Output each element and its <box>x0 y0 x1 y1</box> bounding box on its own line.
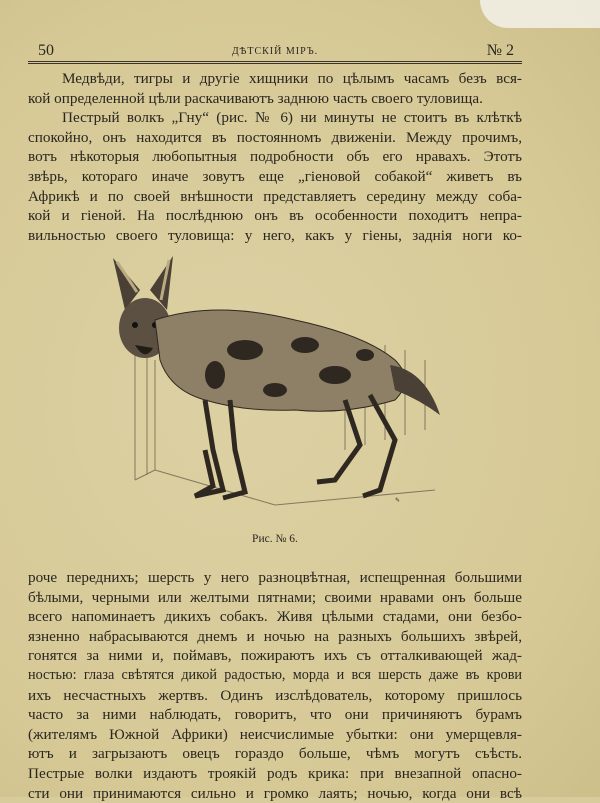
text-line: ихъ несчастныхъ жертвъ. Одинъ изслѣдователь, которому пришлось <box>28 686 522 704</box>
text-line: бѣлыми, черными или желтыми пятнами; своими нравами онъ больше <box>28 588 522 606</box>
text-line: спокойно, онъ находится въ постоянномъ движеніи. Между прочимъ, <box>28 128 522 146</box>
text-line: Медвѣди, тигры и другіе хищники по цѣлымъ часамъ безъ вся- <box>62 70 522 87</box>
text-line: вотъ нѣкоторыя любопытныя подробности объ его нравахъ. Этотъ <box>28 148 522 166</box>
text-line: Пестрые волки издаютъ троякій родъ крика: при внезапной опасно- <box>28 764 522 782</box>
text-line: гонятся за ними и, поймавъ, пожираютъ ихъ съ отталкивающей жад- <box>28 647 522 665</box>
text-line: звѣрь, котораго иначе зовутъ еще „гіеновой собакой“ живетъ въ <box>28 167 522 185</box>
torn-corner <box>480 0 600 28</box>
text-line: Пестрый волкъ „Гну“ (рис. № 6) ни минуты не стоитъ въ клѣткѣ <box>62 109 522 127</box>
running-header <box>28 42 522 62</box>
upper-paragraphs <box>28 69 522 245</box>
text-line: ностью: глаза свѣтятся дикой радостью, морда и вся шерсть даже въ крови <box>28 666 522 683</box>
text-line: кой и гіеной. На послѣднюю онъ въ особенности походитъ непра- <box>28 207 522 225</box>
journal-title: ДѢТСКІЙ МІРЪ. <box>231 46 319 57</box>
wild-dog-illustration <box>95 250 455 508</box>
lower-paragraphs <box>28 568 522 803</box>
header-rule <box>28 61 522 64</box>
text-line: вильностью своего туловища: у него, какъ у гіены, заднія ноги ко- <box>28 226 522 244</box>
text-line: всего напоминаетъ дикихъ собакъ. Живя цѣлыми стадами, они безбо- <box>28 608 522 626</box>
text-line: (жителямъ Южной Африки) неисчислимые убытки: они умерщевля- <box>28 725 522 743</box>
text-line: Африкѣ и по своей внѣшности представляетъ середину между соба- <box>28 187 522 205</box>
page-number: 50 <box>38 42 54 59</box>
issue-number: № 2 <box>486 42 514 59</box>
artist-signature: ✎ <box>395 498 401 504</box>
text-line: сти они принимаются сильно и громко лаять; ночью, когда они всѣ <box>28 784 522 802</box>
figure-caption: Рис. № 6. <box>252 533 298 545</box>
text-line: кой определенной цѣли раскачиваютъ заднюю часть своего туловища. <box>28 89 483 107</box>
text-line: ютъ и загрызаютъ овецъ гораздо больше, чѣмъ могутъ съѣсть. <box>28 745 522 763</box>
text-line: часто за ними наблюдать, говоритъ, что они причиняютъ бурамъ <box>28 706 522 724</box>
text-line: язненно набрасываются днемъ и ночью на разныхъ большихъ звѣрей, <box>28 627 522 645</box>
text-line: роче переднихъ; шерсть у него разноцвѣтная, испещренная большими <box>28 569 522 586</box>
